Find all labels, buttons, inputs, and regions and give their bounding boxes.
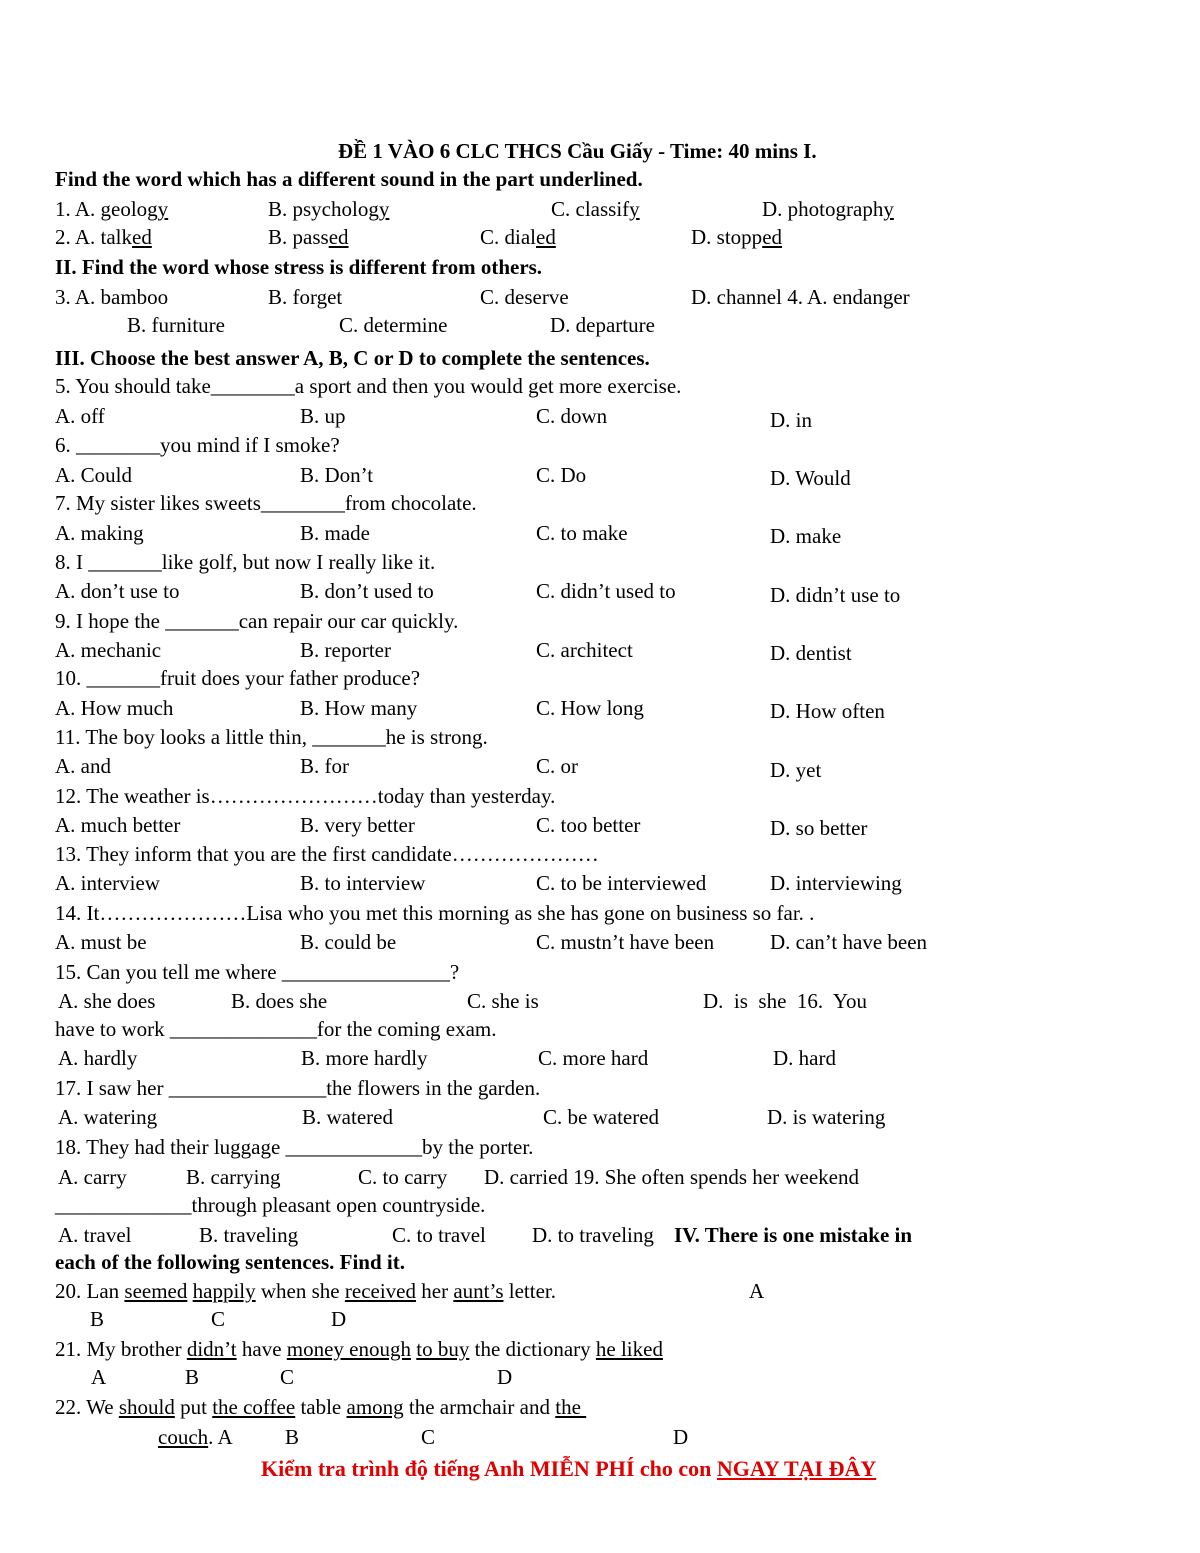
q12-stem: 12. The weather is……………………today than yesterday. [55,784,556,808]
q1-option-d: D. photography [762,197,894,221]
section-2-heading: II. Find the word whose stress is different from others. [55,255,543,279]
q10-option-a: A. How much [55,696,174,720]
q5-option-b: B. up [300,404,346,428]
q20-label-d: D [331,1307,347,1331]
q22-sentence: 22. We should put the coffee table among the armchair and the [55,1395,587,1419]
q17-option-c: C. be watered [543,1105,660,1129]
q17-stem: 17. I saw her _______________the flowers in the garden. [55,1076,541,1100]
footer-promo [261,1456,876,1482]
q18-option-d: D. carried 19. She often spends her weekend [484,1165,859,1189]
q11-option-a: A. and [55,754,111,778]
q12-option-b: B. very better [300,813,415,837]
q18-option-b: B. carrying [186,1165,281,1189]
q18-stem: 18. They had their luggage _____________by the porter. [55,1135,534,1159]
q1-option-b: B. psychology [268,197,390,221]
q22-label-c: C [421,1425,436,1449]
q21-label-b: B [185,1365,200,1389]
q10-option-c: C. How long [536,696,644,720]
q9-stem: 9. I hope the _______can repair our car quickly. [55,609,459,633]
q13-option-c: C. to be interviewed [536,871,707,895]
q3-option-c: C. deserve [480,285,569,309]
q15-option-b: B. does she [231,989,328,1013]
section-3-heading: III. Choose the best answer A, B, C or D to complete the sentences. [55,346,650,370]
q1-option-c: C. classify [551,197,640,221]
q4-option-c: C. determine [339,313,448,337]
q11-option-d: D. yet [770,758,822,782]
q16-stem: have to work ______________for the coming exam. [55,1017,497,1041]
q6-option-c: C. Do [536,463,587,487]
q12-option-d: D. so better [770,816,868,840]
q14-option-d: D. can’t have been [770,930,928,954]
q6-option-a: A. Could [55,463,133,487]
q20-label-c: C [211,1307,226,1331]
q22-sentence-cont: couch. A [158,1425,233,1449]
q16-option-d: D. hard [773,1046,836,1070]
q17-option-a: A. watering [58,1105,158,1129]
q11-option-c: C. or [536,754,578,778]
q2-option-d: D. stopped [691,225,783,249]
q6-option-d: D. Would [770,466,851,490]
q12-option-c: C. too better [536,813,641,837]
q9-option-a: A. mechanic [55,638,162,662]
q15-option-c: C. she is [467,989,539,1013]
q22-label-d: D [673,1425,689,1449]
q12-option-a: A. much better [55,813,181,837]
q18-option-a: A. carry [58,1165,127,1189]
q8-option-b: B. don’t used to [300,579,434,603]
q1-option-a: 1. A. geology [55,197,169,221]
q22-label-b: B [285,1425,300,1449]
q6-stem: 6. ________you mind if I smoke? [55,433,340,457]
q5-option-d: D. in [770,408,812,432]
q19-stem: _____________through pleasant open countryside. [55,1193,486,1217]
q13-stem: 13. They inform that you are the first candidate………………… [55,842,599,866]
q15-option-a: A. she does [58,989,156,1013]
q11-option-b: B. for [300,754,349,778]
page-title: ĐỀ 1 VÀO 6 CLC THCS Cầu Giấy - Time: 40 mins I. [338,139,817,163]
q4-option-d: D. departure [550,313,655,337]
q15-stem: 15. Can you tell me where ________________? [55,960,460,984]
q7-stem: 7. My sister likes sweets________from chocolate. [55,491,477,515]
q8-stem: 8. I _______like golf, but now I really like it. [55,550,436,574]
q19-option-c: C. to travel [392,1223,486,1247]
q19-option-d: D. to traveling [532,1223,654,1247]
q8-option-a: A. don’t use to [55,579,180,603]
q7-option-a: A. making [55,521,144,545]
q3-option-d: D. channel 4. A. endanger [691,285,910,309]
q4-option-b: B. furniture [127,313,225,337]
q21-label-c: C [280,1365,295,1389]
q16-option-c: C. more hard [538,1046,649,1070]
q16-option-b: B. more hardly [301,1046,428,1070]
q8-option-d: D. didn’t use to [770,583,901,607]
q18-option-c: C. to carry [358,1165,448,1189]
q8-option-c: C. didn’t used to [536,579,676,603]
q10-option-d: D. How often [770,699,885,723]
q5-stem: 5. You should take________a sport and then you would get more exercise. [55,374,682,398]
q15-option-d: D. is she 16. You [703,989,867,1013]
q17-option-d: D. is watering [767,1105,886,1129]
q5-option-c: C. down [536,404,608,428]
q9-option-c: C. architect [536,638,633,662]
q21-label-a: A [91,1365,107,1389]
q13-option-a: A. interview [55,871,160,895]
section-4-heading-cont: each of the following sentences. Find it. [55,1250,405,1274]
q21-label-d: D [497,1365,513,1389]
q11-stem: 11. The boy looks a little thin, _______he is strong. [55,725,488,749]
q9-option-d: D. dentist [770,641,852,665]
q10-option-b: B. How many [300,696,418,720]
section-1-heading: Find the word which has a different sound in the part underlined. [55,167,643,191]
q14-option-a: A. must be [55,930,147,954]
q17-option-b: B. watered [302,1105,393,1129]
q21-sentence: 21. My brother didn’t have money enough to buy the dictionary he liked [55,1337,663,1361]
q20-label-b: B [90,1307,105,1331]
section-4-heading: IV. There is one mistake in [674,1223,913,1247]
q19-option-b: B. traveling [199,1223,299,1247]
q9-option-b: B. reporter [300,638,391,662]
footer-promo-text: Kiểm tra trình độ tiếng Anh MIỄN PHÍ cho con [261,1456,717,1481]
q19-option-a: A. travel [58,1223,132,1247]
q3-option-a: 3. A. bamboo [55,285,169,309]
q20-sentence: 20. Lan seemed happily when she received her aunt’s letter. [55,1279,556,1303]
q2-option-a: 2. A. talked [55,225,152,249]
q14-stem: 14. It…………………Lisa who you met this morning as she has gone on business so far. . [55,901,815,925]
q20-label-a: A [749,1279,765,1303]
q14-option-b: B. could be [300,930,397,954]
q7-option-c: C. to make [536,521,628,545]
q10-stem: 10. _______fruit does your father produce? [55,666,421,690]
q5-option-a: A. off [55,404,105,428]
q2-option-c: C. dialed [480,225,556,249]
q7-option-d: D. make [770,524,842,548]
footer-promo-link[interactable]: NGAY TẠI ĐÂY [716,1456,877,1481]
q7-option-b: B. made [300,521,370,545]
q6-option-b: B. Don’t [300,463,374,487]
q2-option-b: B. passed [268,225,349,249]
q14-option-c: C. mustn’t have been [536,930,715,954]
q16-option-a: A. hardly [58,1046,138,1070]
q13-option-d: D. interviewing [770,871,902,895]
q13-option-b: B. to interview [300,871,426,895]
q3-option-b: B. forget [268,285,343,309]
